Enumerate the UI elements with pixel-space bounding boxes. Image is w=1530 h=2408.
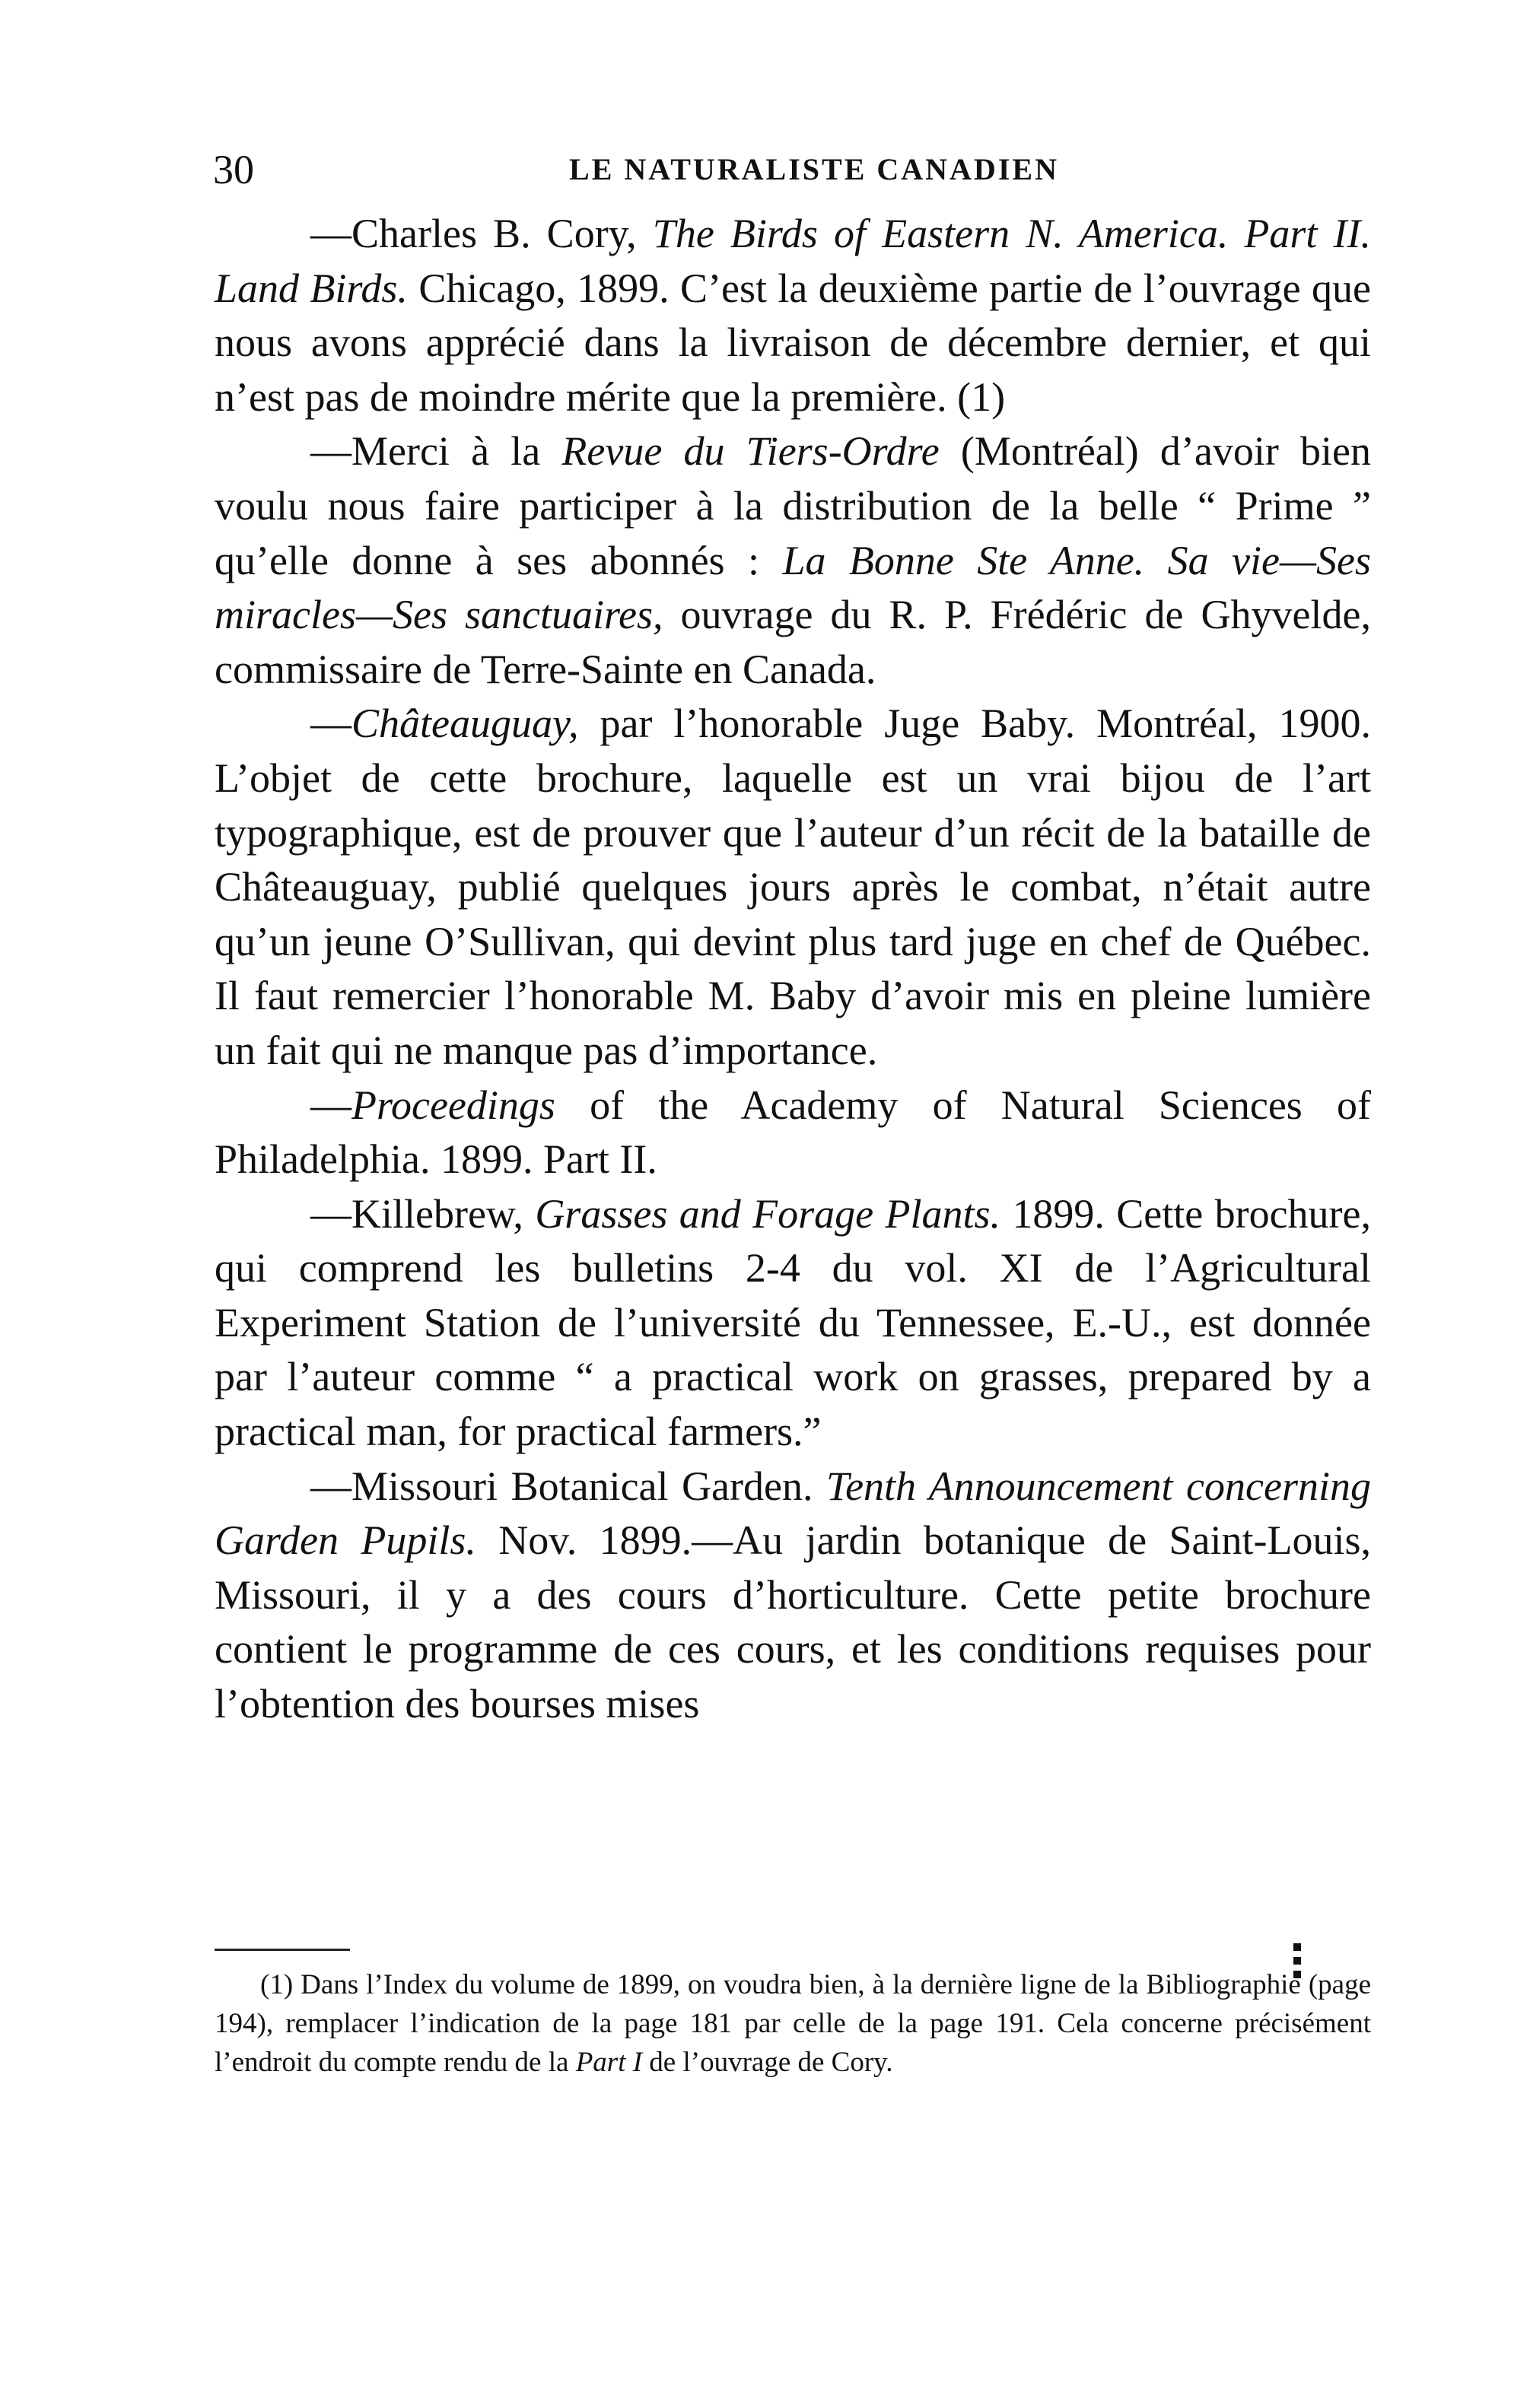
paragraph-revue-tiers-ordre [215, 424, 1371, 697]
paragraph-cory [215, 207, 1371, 424]
paragraph-lead: —Charles B. Cory, [310, 211, 653, 256]
footnote-text: (1) Dans l’Index du volume de 1899, on voudra bien, à la dernière ligne de la Bibliographie (page 194), remplacer l’indication de la page 181 par celle de la page 191. Cela concerne précisément l’endroit du compte rendu de la [215, 1969, 1371, 2078]
paragraph-lead: —Killebrew, [310, 1190, 536, 1237]
footnote [215, 1965, 1371, 2082]
printer-mark-dot [1293, 1957, 1301, 1965]
footnote-divider [215, 1949, 350, 1951]
paragraph-text: ouvrage du R. P. Frédéric de Ghyvelde, commissaire de Terre-Sainte en Canada. [215, 592, 1371, 692]
periodical-title: Proceedings [351, 1082, 555, 1128]
paragraph-lead: — [310, 1082, 351, 1128]
paragraph-text: (Montréal) d’avoir bien voulu nous faire participer à la distribution de la belle “ Prime ” qu’elle donne à ses abonnés : [215, 428, 1372, 583]
paragraph-text: of the Academy of Natural Sciences of Philadelphia. 1899. Part II. [215, 1082, 1371, 1183]
body-text [215, 207, 1371, 1732]
book-title: Part I [575, 2047, 643, 2078]
paragraph-missouri-botanical-garden [215, 1460, 1371, 1732]
paragraph-lead: — [310, 700, 351, 747]
book-title: The Birds of Eastern N. America. Part II. Land Birds. [215, 211, 1371, 311]
periodical-title: Revue du Tiers-Ordre [561, 428, 940, 475]
book-title: La Bonne Ste Anne. Sa vie—Ses miracles—Ses sanctuaires, [215, 537, 1371, 638]
running-title: LE NATURALISTE CANADIEN [569, 152, 1059, 186]
paragraph-text: par l’honorable Juge Baby. Montréal, 1900. L’objet de cette brochure, laquelle est un vrai bijou de l’art typographique, est de prouver que l’auteur d’un récit de la bataille de Châteauguay, publié quelques jours après le combat, n’était autre qu’un jeune O’Sullivan, qui devint plus tard juge en chef de Québec. Il faut remercier l’honorable M. Baby d’avoir mis en pleine lumière un fait qui ne manque pas d’importance. [215, 700, 1371, 1073]
paragraph-proceedings [215, 1079, 1371, 1187]
paragraph-lead: —Missouri Botanical Garden. [310, 1463, 827, 1509]
paragraph-text: Chicago, 1899. C’est la deuxième partie de l’ouvrage que nous avons apprécié dans la livraison de décembre dernier, et qui n’est pas de moindre mérite que la première. (1) [215, 265, 1371, 420]
paragraph-killebrew [215, 1187, 1371, 1460]
paragraph-lead: —Merci à la [310, 428, 562, 475]
book-title: Châteauguay, [351, 700, 579, 747]
paragraph-text: 1899. Cette brochure, qui comprend les bulletins 2-4 du vol. XI de l’Agricultural Experiment Station de l’université du Tennessee, E.-U., est donnée par l’auteur comme “ a practical work on grasses, prepared by a practical man, for practical farmers.” [215, 1190, 1372, 1455]
printer-mark-dot [1293, 1943, 1301, 1951]
footnote-text: de l’ouvrage de Cory. [642, 2047, 893, 2078]
book-title: Grasses and Forage Plants. [535, 1190, 1000, 1237]
paragraph-text: Nov. 1899.—Au jardin botanique de Saint-Louis, Missouri, il y a des cours d’horticulture. Cette petite brochure contient le programme de ces cours, et les conditions requises pour l’obtention des bourses mises [215, 1517, 1372, 1727]
page-header [213, 143, 1369, 196]
page-number: 30 [213, 147, 254, 192]
book-title: Tenth Announcement concerning Garden Pupils. [215, 1463, 1371, 1564]
paragraph-chateauguay [215, 697, 1371, 1078]
